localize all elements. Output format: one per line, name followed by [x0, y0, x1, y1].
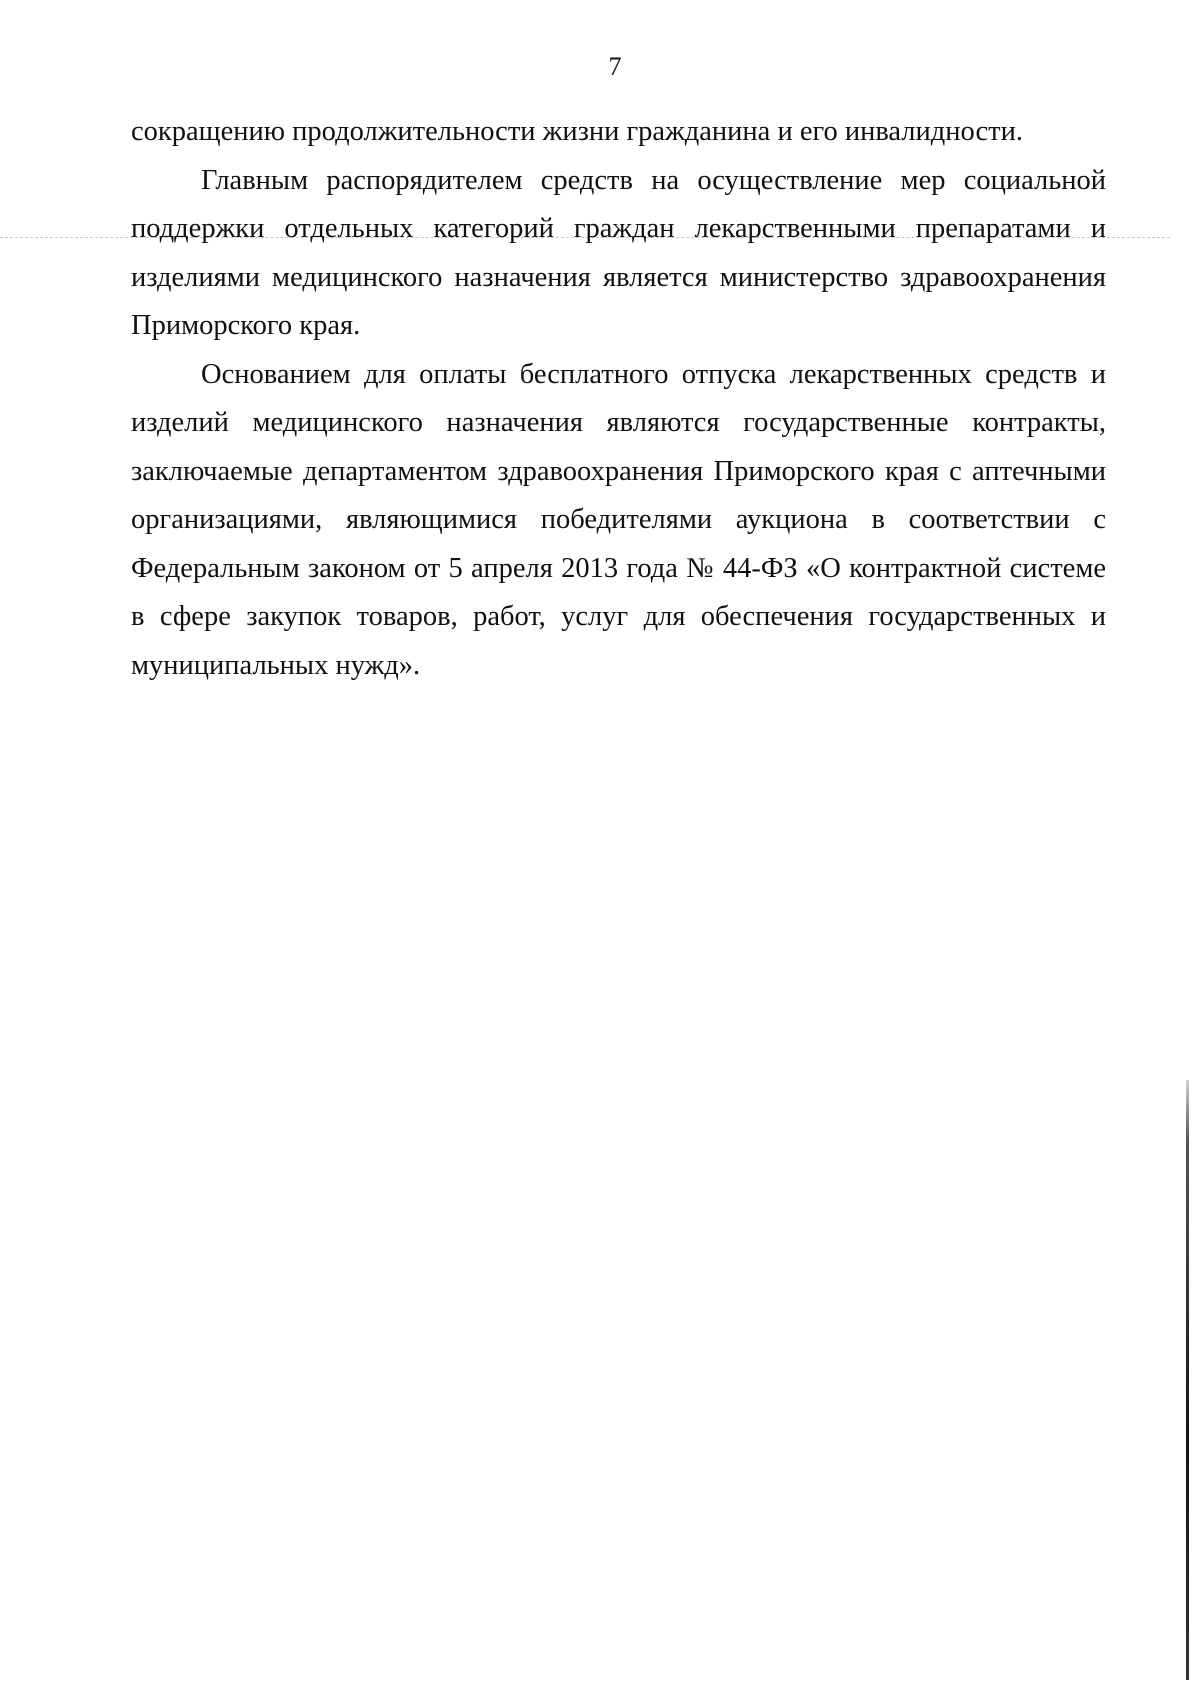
paragraph-continuation: сокращению продолжительности жизни гражданина и его инвалидности. — [131, 116, 1023, 147]
paragraph-chief-manager: Главным распорядителем средств на осуществление мер социальной поддержки отдельных категорий граждан лекарственными препаратами и изделиями медицинского назначения является министерство здравоохранения Приморского края. — [131, 164, 1106, 341]
paragraph-payment-basis: Основанием для оплаты бесплатного отпуска лекарственных средств и изделий медицинского назначения являются государственные контракты, заключаемые департаментом здравоохранения Приморского края с аптечными организациями, являющимися победителями аукциона в соответствии с Федеральным законом от 5 апреля 2013 года № 44-ФЗ «О контрактной системе в сфере закупок товаров, работ, услуг для обеспечения государственных и муниципальных нужд». — [131, 358, 1106, 681]
document-body — [131, 108, 1106, 690]
page-number: 7 — [608, 52, 622, 81]
scan-artifact-edge-line — [1186, 1080, 1189, 1680]
